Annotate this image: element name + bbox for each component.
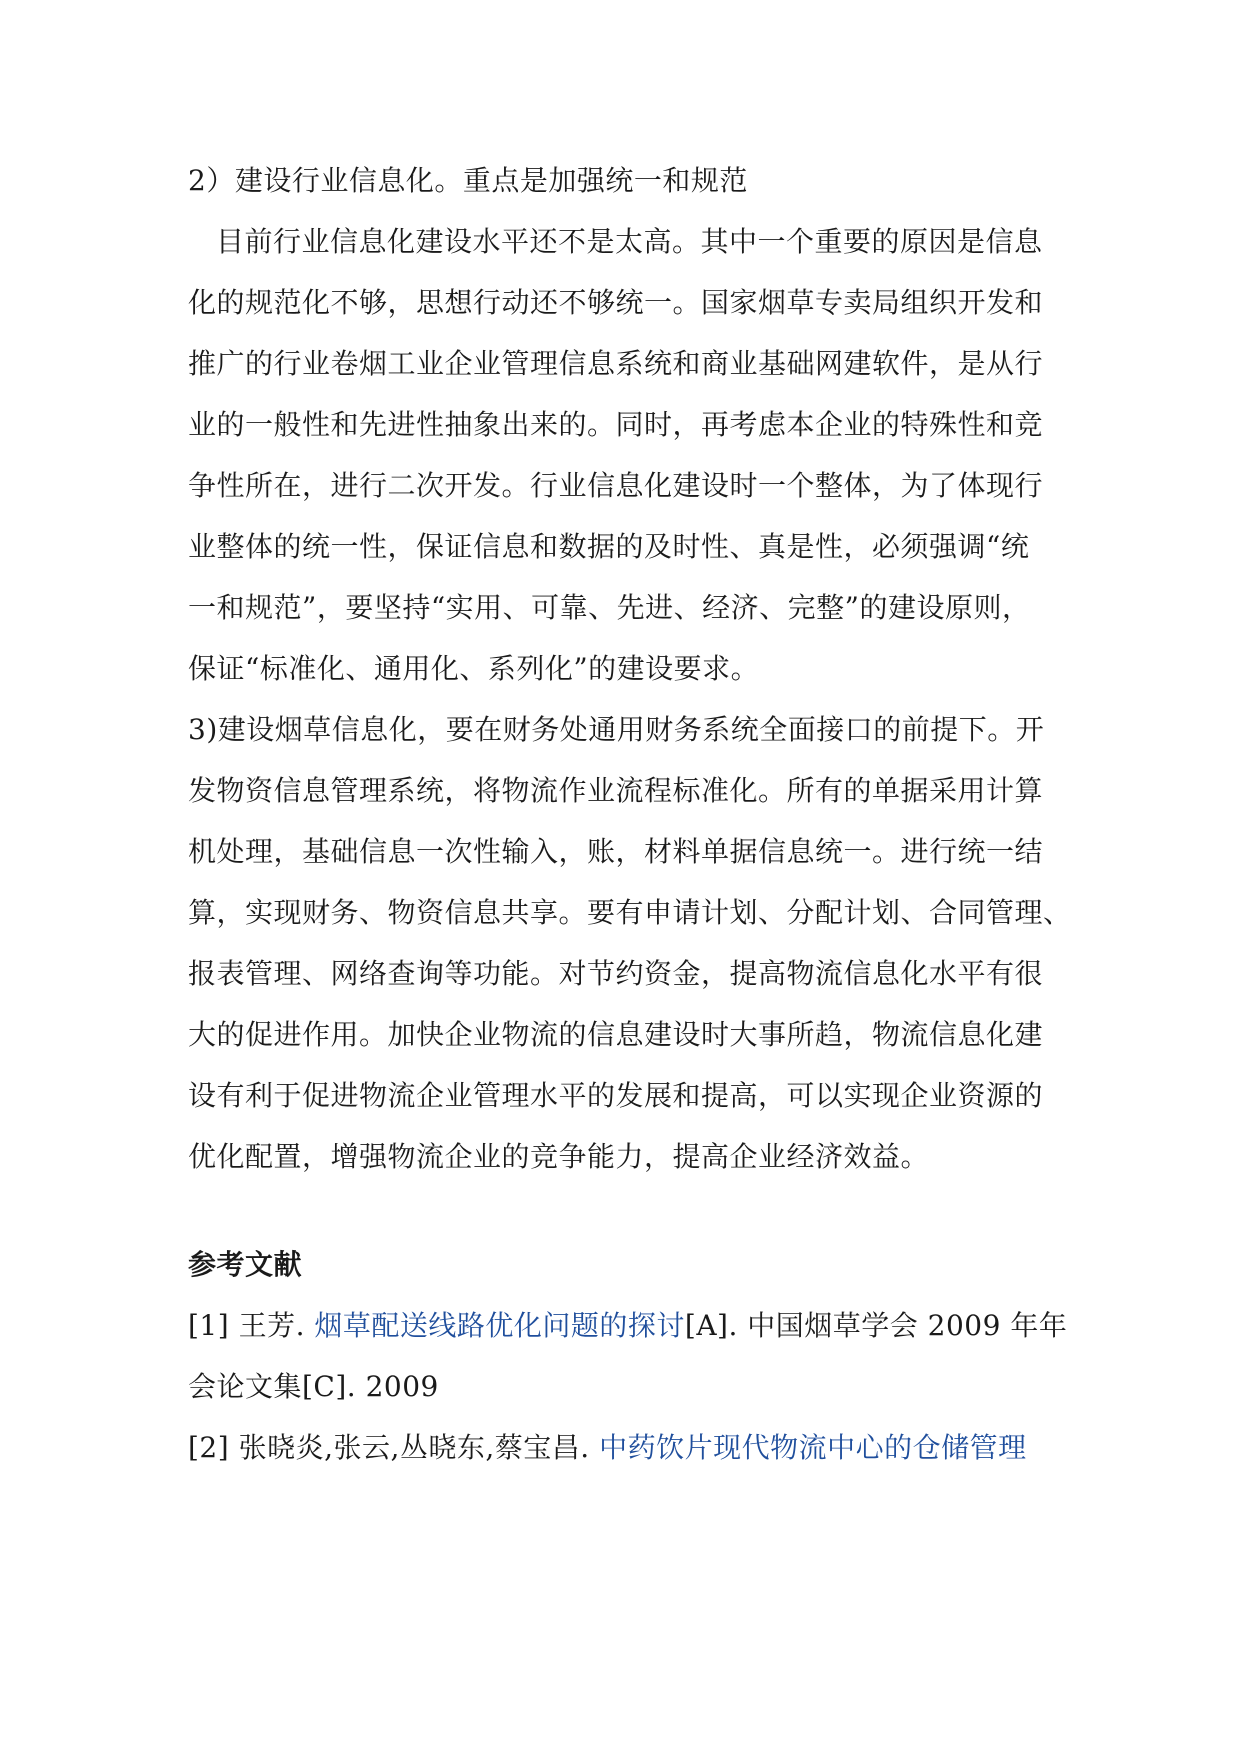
paragraph-line: 化的规范化不够，思想行动还不够统一。国家烟草专卖局组织开发和 (188, 286, 1044, 319)
paragraph-line: 保证“标准化、通用化、系列化”的建设要求。 (188, 652, 760, 685)
references-heading: 参考文献 (188, 1248, 303, 1281)
paragraph-line: 算，实现财务、物资信息共享。要有申请计划、分配计划、合同管理、 (188, 896, 1072, 929)
section-2-heading: 2）建设行业信息化。重点是加强统一和规范 (188, 164, 748, 197)
reference-prefix: [2] 张晓炎,张云,丛晓东,蔡宝昌. (188, 1431, 600, 1464)
paragraph-line: 目前行业信息化建设水平还不是太高。其中一个重要的原因是信息 (216, 225, 1043, 258)
reference-suffix: [A]. 中国烟草学会 2009 年年 (684, 1309, 1068, 1342)
reference-item-2 (188, 1417, 1058, 1478)
section-2-paragraph (188, 211, 1058, 699)
section-spacer (188, 1187, 1058, 1234)
paragraph-line: 业整体的统一性，保证信息和数据的及时性、真是性，必须强调“统 (188, 530, 1030, 563)
paragraph-line: 设有利于促进物流企业管理水平的发展和提高，可以实现企业资源的 (188, 1079, 1044, 1112)
section-3-paragraph (188, 699, 1072, 1187)
paragraph-line: 机处理，基础信息一次性输入，账，材料单据信息统一。进行统一结 (188, 835, 1044, 868)
reference-title-link[interactable]: 烟草配送线路优化问题的探讨 (314, 1309, 685, 1342)
document-body (188, 150, 1072, 1478)
paragraph-line: 报表管理、网络查询等功能。对节约资金，提高物流信息化水平有很 (188, 957, 1044, 990)
reference-prefix: [1] 王芳. (188, 1309, 315, 1342)
paragraph-line: 推广的行业卷烟工业企业管理信息系统和商业基础网建软件，是从行 (188, 347, 1044, 380)
reference-item-1-continuation: 会论文集[C]. 2009 (188, 1370, 439, 1403)
paragraph-line: 业的一般性和先进性抽象出来的。同时，再考虑本企业的特殊性和竞 (188, 408, 1044, 441)
reference-item-1 (188, 1295, 1068, 1356)
paragraph-line: 争性所在，进行二次开发。行业信息化建设时一个整体，为了体现行 (188, 469, 1044, 502)
paragraph-line: 发物资信息管理系统，将物流作业流程标准化。所有的单据采用计算 (188, 774, 1044, 807)
paragraph-line: 3)建设烟草信息化，要在财务处通用财务系统全面接口的前提下。开 (188, 713, 1045, 746)
paragraph-line: 一和规范”，要坚持“实用、可靠、先进、经济、完整”的建设原则， (188, 591, 1031, 624)
reference-list (188, 1295, 1068, 1478)
reference-title-link[interactable]: 中药饮片现代物流中心的仓储管理 (599, 1431, 1027, 1464)
paragraph-line: 大的促进作用。加快企业物流的信息建设时大事所趋，物流信息化建 (188, 1018, 1044, 1051)
paragraph-line: 优化配置，增强物流企业的竞争能力，提高企业经济效益。 (188, 1140, 930, 1173)
